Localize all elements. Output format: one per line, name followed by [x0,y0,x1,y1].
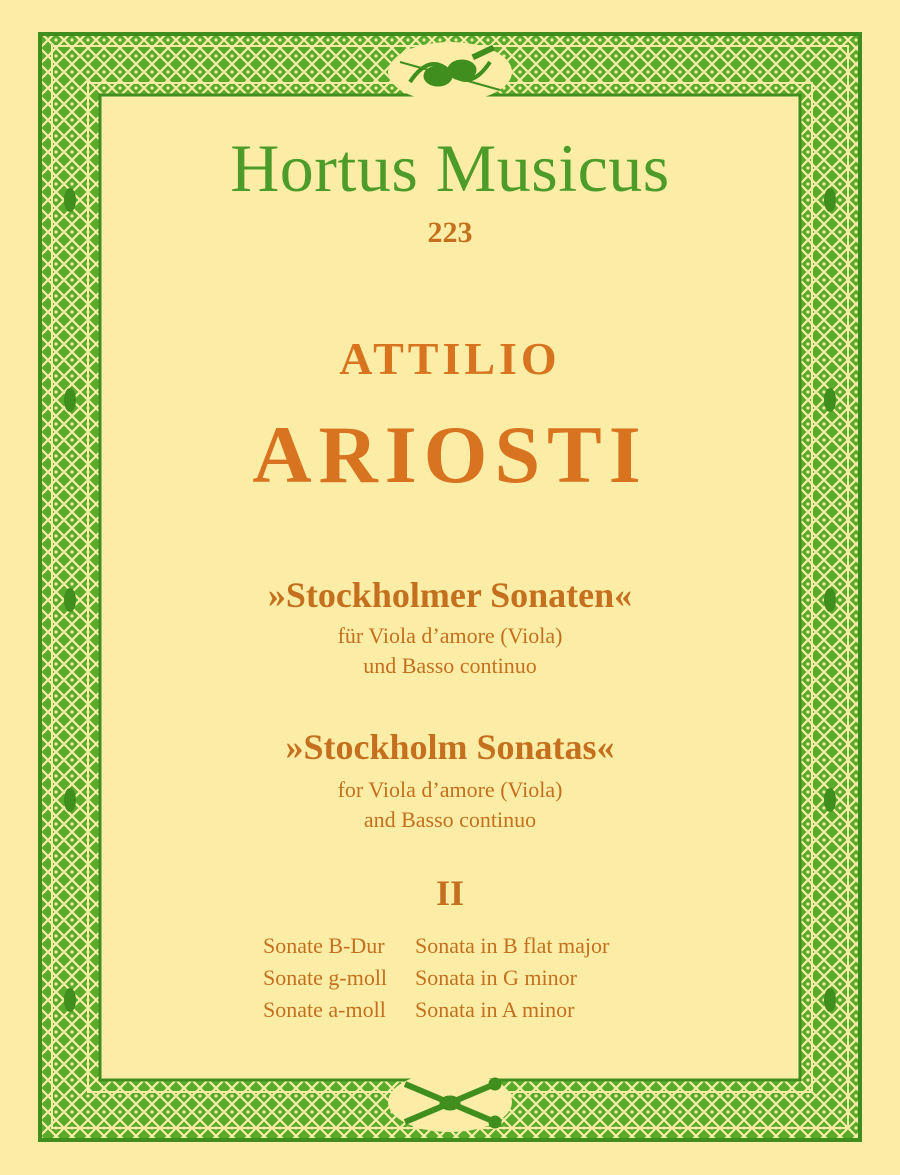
english-instrumentation-line2: and Basso continuo [363,807,537,832]
english-instrumentation-line1: for Viola d’amore (Viola) [337,777,563,802]
sonata-german: Sonate g-moll [263,965,388,990]
list-item [0,994,900,1026]
english-title: »Stockholm Sonatas« [285,727,615,767]
sonata-german: Sonate a-moll [263,997,386,1022]
composer-last-name: ARIOSTI [252,409,648,500]
german-instrumentation-line2: und Basso continuo [363,653,537,678]
german-title: »Stockholmer Sonaten« [267,575,633,615]
list-item [0,962,900,994]
series-number: 223 [427,216,473,249]
composer-first-name: ATTILIO [339,333,561,384]
sonata-english: Sonata in A minor [415,997,575,1022]
volume-number: II [435,873,465,913]
sonata-list [0,930,900,1026]
sonata-english: Sonata in B flat major [415,933,610,958]
sonata-german: Sonate B-Dur [263,933,385,958]
sonata-english: Sonata in G minor [415,965,577,990]
list-item [0,930,900,962]
german-instrumentation-line1: für Viola d’amore (Viola) [337,623,563,648]
series-title: Hortus Musicus [230,130,670,206]
